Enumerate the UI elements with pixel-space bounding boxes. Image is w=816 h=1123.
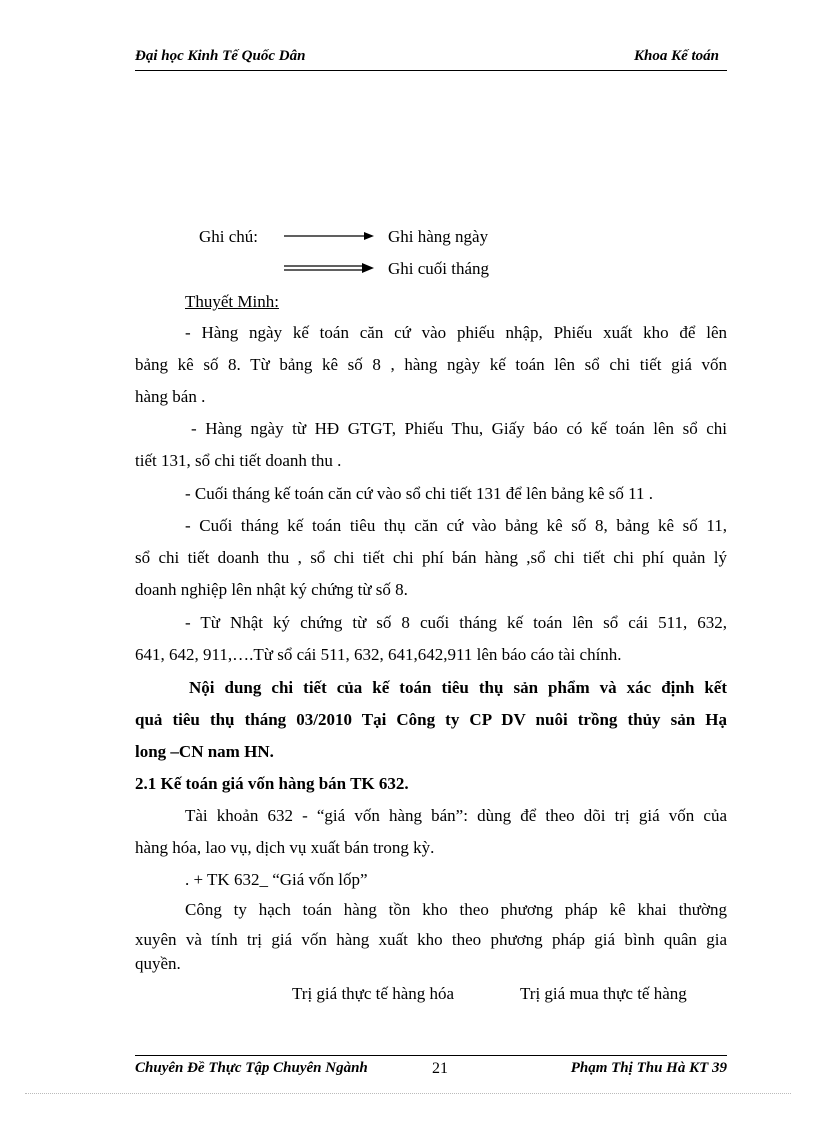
bold-title-line: Nội dung chi tiết của kế toán tiêu thụ sản phẩm và xác định kết: [189, 678, 727, 697]
paragraph-line: tiết 131, sổ chi tiết doanh thu .: [135, 451, 342, 470]
footer-title: Chuyên Đề Thực Tập Chuyên Ngành: [135, 1060, 368, 1076]
paragraph-line: - Cuối tháng kế toán căn cứ vào sổ chi tiết 131 để lên bảng kê số 11 .: [185, 484, 653, 503]
header-university: Đại học Kinh Tế Quốc Dân: [135, 48, 306, 64]
paragraph-line: Công ty hạch toán hàng tồn kho theo phương pháp kê khai thường: [185, 900, 727, 919]
page-number: 21: [432, 1060, 448, 1077]
bold-title-line: long –CN nam HN.: [135, 742, 274, 761]
paragraph-line: Tài khoản 632 - “giá vốn hàng bán”: dùng để theo dõi trị giá vốn của: [185, 806, 727, 825]
legend-daily: Ghi hàng ngày: [388, 227, 489, 246]
paragraph-line: - Hàng ngày từ HĐ GTGT, Phiếu Thu, Giấy báo có kế toán lên sổ chi: [191, 419, 727, 438]
paragraph-line: doanh nghiệp lên nhật ký chứng từ số 8.: [135, 580, 408, 599]
bold-title-line: quả tiêu thụ tháng 03/2010 Tại Công ty CP DV nuôi trồng thủy sản Hạ: [135, 710, 727, 729]
section-heading: 2.1 Kế toán giá vốn hàng bán TK 632.: [135, 774, 409, 793]
formula-left: Trị giá thực tế hàng hóa: [292, 984, 455, 1003]
page-footer: [135, 1055, 727, 1076]
legend-label: Ghi chú:: [199, 227, 259, 246]
paragraph-line: sổ chi tiết doanh thu , sổ chi tiết chi phí bán hàng ,sổ chi tiết chi phí quản lý: [135, 548, 727, 567]
header-faculty: Khoa Kế toán: [633, 48, 719, 64]
page-bottom-divider: [25, 1093, 791, 1094]
formula-right: Trị giá mua thực tế hàng: [520, 984, 687, 1003]
paragraph-line: xuyên và tính trị giá vốn hàng xuất kho theo phương pháp giá bình quân gia: [135, 930, 727, 949]
monthly-double-arrow-icon: [284, 261, 374, 275]
daily-arrow-icon: [284, 229, 374, 243]
paragraph-line: hàng bán .: [135, 387, 206, 406]
paragraph-line: - Từ Nhật ký chứng từ số 8 cuối tháng kế toán lên sổ cái 511, 632,: [185, 613, 727, 632]
page-header: [135, 48, 727, 71]
explanation-heading: Thuyết Minh:: [185, 292, 279, 311]
paragraph-line: . + TK 632_ “Giá vốn lốp”: [185, 870, 368, 889]
legend-monthly: Ghi cuối tháng: [388, 259, 490, 278]
paragraph-line: - Hàng ngày kế toán căn cứ vào phiếu nhập, Phiếu xuất kho để lên: [185, 323, 727, 342]
paragraph-line: quyền.: [135, 954, 181, 973]
paragraph-line: hàng hóa, lao vụ, dịch vụ xuất bán trong kỳ.: [135, 838, 435, 857]
paragraph-line: 641, 642, 911,….Từ sổ cái 511, 632, 641,642,911 lên báo cáo tài chính.: [135, 645, 622, 664]
paragraph-line: bảng kê số 8. Từ bảng kê số 8 , hàng ngày kế toán lên sổ chi tiết giá vốn: [135, 355, 727, 374]
paragraph-line: - Cuối tháng kế toán tiêu thụ căn cứ vào bảng kê số 8, bảng kê số 11,: [185, 516, 727, 535]
footer-author: Phạm Thị Thu Hà KT 39: [570, 1060, 727, 1076]
